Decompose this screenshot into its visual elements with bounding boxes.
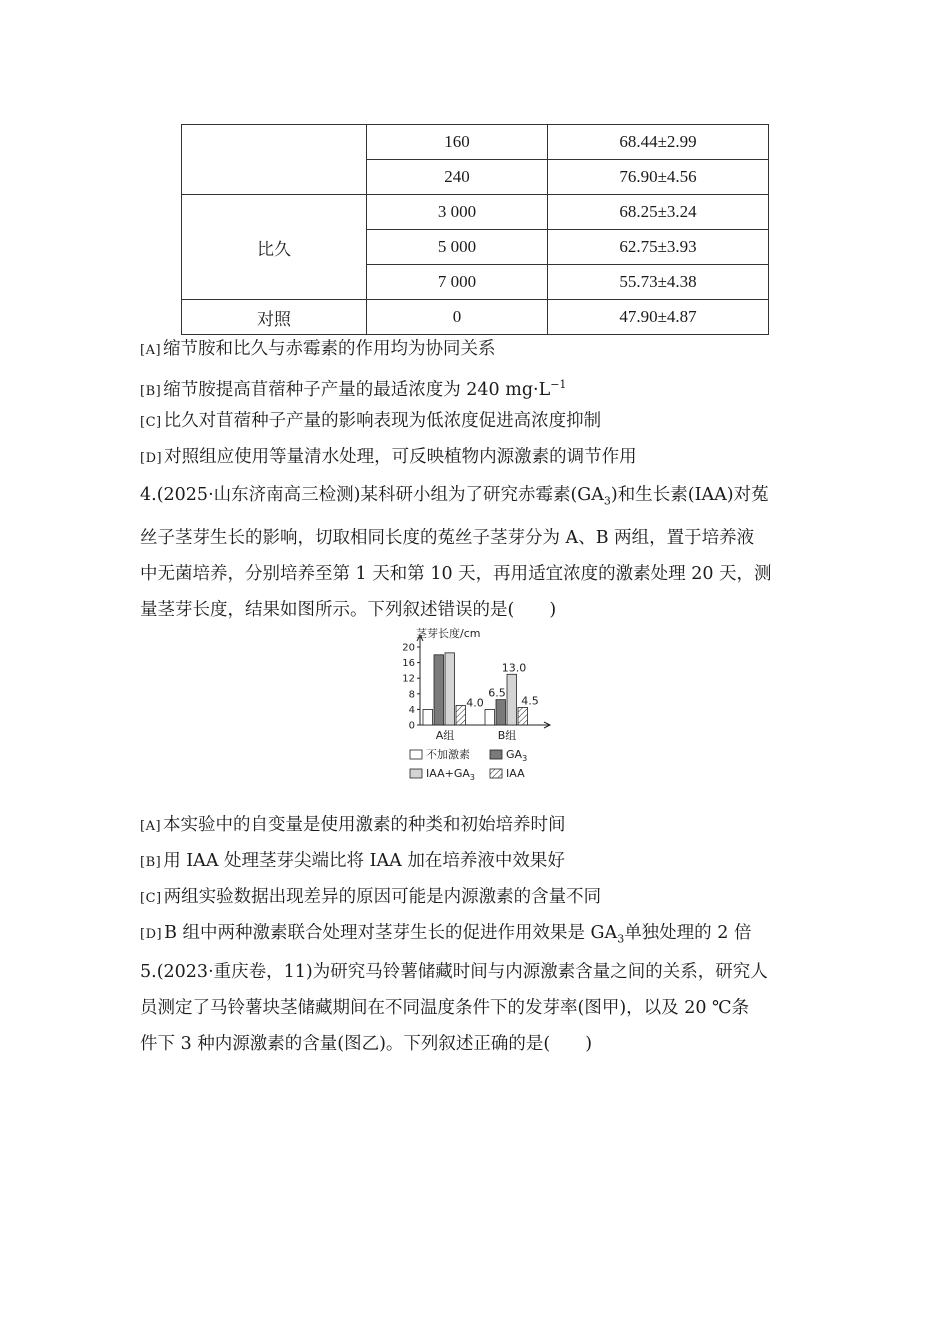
bar [423, 709, 433, 725]
option-label: [C] [140, 415, 162, 430]
option-text: 缩节胺提高苜蓿种子产量的最适浓度为 240 mg·L [163, 379, 551, 400]
option-text: 本实验中的自变量是使用激素的种类和初始培养时间 [163, 815, 566, 835]
bar-chart [390, 625, 570, 790]
table-cell-value: 55.73±4.38 [548, 265, 769, 300]
table-cell-group: 对照 [182, 300, 367, 335]
bar [456, 706, 466, 726]
bar [496, 700, 506, 725]
option-a [140, 331, 840, 369]
table-row [182, 195, 769, 230]
option-text: 两组实验数据出现差异的原因可能是内源激素的含量不同 [163, 887, 602, 907]
option-label: [D] [140, 451, 163, 466]
option-d [140, 439, 840, 477]
x-tick-label: B组 [497, 729, 517, 742]
option-label: [A] [140, 343, 162, 358]
data-label: 4.0 [466, 696, 484, 710]
legend-label: $GA_3$ [506, 748, 528, 763]
option-c [140, 879, 840, 917]
table-cell-value: 68.44±2.99 [548, 125, 769, 160]
y-tick-label: 0 [408, 720, 415, 732]
question-source: (2023·重庆卷，11) [156, 962, 313, 982]
question-5-line: 件下 3 种内源激素的含量(图乙)。下列叙述正确的是( ) [140, 1034, 593, 1054]
table-cell-conc: 5 000 [367, 230, 548, 265]
question-5-line: 员测定了马铃薯块茎储藏期间在不同温度条件下的发芽率(图甲)，以及 20 ℃条 [140, 998, 750, 1018]
y-tick-label: 12 [402, 673, 415, 685]
question-source: (2025·山东济南高三检测) [156, 485, 361, 505]
table-row [182, 300, 769, 335]
superscript: −1 [550, 378, 567, 391]
question-5 [140, 954, 815, 1062]
x-tick-label: A组 [435, 729, 455, 742]
legend-swatch [410, 769, 422, 778]
subscript: 3 [617, 932, 625, 946]
question-text: 为研究马铃薯储藏时间与内源激素含量之间的关系，研究人 [312, 962, 768, 982]
option-label: [D] [140, 927, 163, 942]
data-table [181, 124, 769, 335]
question-4-line [140, 477, 815, 520]
option-text: 单独处理的 2 倍 [624, 923, 752, 943]
table-row [182, 125, 769, 160]
table-cell-value: 47.90±4.87 [548, 300, 769, 335]
option-text: B 组中两种激素联合处理对茎芽生长的促进作用效果是 GA [164, 923, 618, 943]
table-cell-conc: 7 000 [367, 265, 548, 300]
option-label: [C] [140, 891, 162, 906]
option-label: [A] [140, 819, 162, 834]
y-tick-label: 8 [408, 689, 415, 701]
data-label: 13.0 [501, 661, 527, 675]
question-5-line [140, 954, 815, 990]
bar [518, 707, 528, 725]
legend-label: 不加激素 [426, 748, 470, 761]
question-number: 4. [140, 485, 157, 505]
y-axis-label: 茎芽长度/cm [416, 627, 481, 640]
legend-label: IAA [506, 767, 525, 780]
legend-swatch [490, 750, 502, 759]
y-tick-label: 20 [402, 642, 415, 654]
question-4-line: 中无菌培养，分别培养至第 1 天和第 10 天，再用适宜浓度的激素处理 20 天，测 [140, 563, 772, 584]
bar [434, 655, 444, 725]
table-cell-value: 62.75±3.93 [548, 230, 769, 265]
option-label: [B] [140, 383, 162, 399]
data-label: 4.5 [521, 694, 539, 708]
table-cell-value: 76.90±4.56 [548, 160, 769, 195]
legend-swatch [410, 750, 422, 759]
table-cell-conc: 0 [367, 300, 548, 335]
y-tick-label: 16 [402, 658, 415, 670]
legend-label: $IAA+GA_3$ [426, 767, 475, 782]
option-d [140, 915, 840, 958]
question-text: 某科研小组为了研究赤霉素(GA [360, 485, 604, 505]
table-cell-conc: 3 000 [367, 195, 548, 230]
question-4 [140, 477, 815, 628]
table-cell-value: 68.25±3.24 [548, 195, 769, 230]
option-label: [B] [140, 855, 162, 870]
y-tick-label: 4 [408, 704, 415, 716]
question-number: 5. [140, 962, 157, 982]
table-cell-group [182, 125, 367, 195]
legend-swatch [490, 769, 502, 778]
table-cell-group: 比久 [182, 195, 367, 300]
question-4-line: 量茎芽长度，结果如图所示。下列叙述错误的是( ) [140, 599, 557, 620]
bar [485, 709, 495, 725]
subscript: 3 [603, 494, 611, 508]
table-cell-conc: 160 [367, 125, 548, 160]
table-cell-conc: 240 [367, 160, 548, 195]
option-text: 对照组应使用等量清水处理，可反映植物内源激素的调节作用 [164, 447, 637, 467]
option-text: 缩节胺和比久与赤霉素的作用均为协同关系 [163, 339, 496, 359]
option-text: 比久对苜蓿种子产量的影响表现为低浓度促进高浓度抑制 [163, 411, 602, 431]
question-4-line: 丝子茎芽生长的影响，切取相同长度的菟丝子茎芽分为 A、B 两组，置于培养液 [140, 527, 755, 548]
option-c [140, 403, 840, 441]
bar [445, 653, 455, 725]
option-text: 用 IAA 处理茎芽尖端比将 IAA 加在培养液中效果好 [163, 851, 565, 871]
bar [507, 674, 517, 725]
option-b [140, 843, 840, 881]
data-label: 6.5 [488, 686, 506, 700]
option-a [140, 807, 840, 845]
question-text: )和生长素(IAA)对菟 [610, 485, 769, 505]
